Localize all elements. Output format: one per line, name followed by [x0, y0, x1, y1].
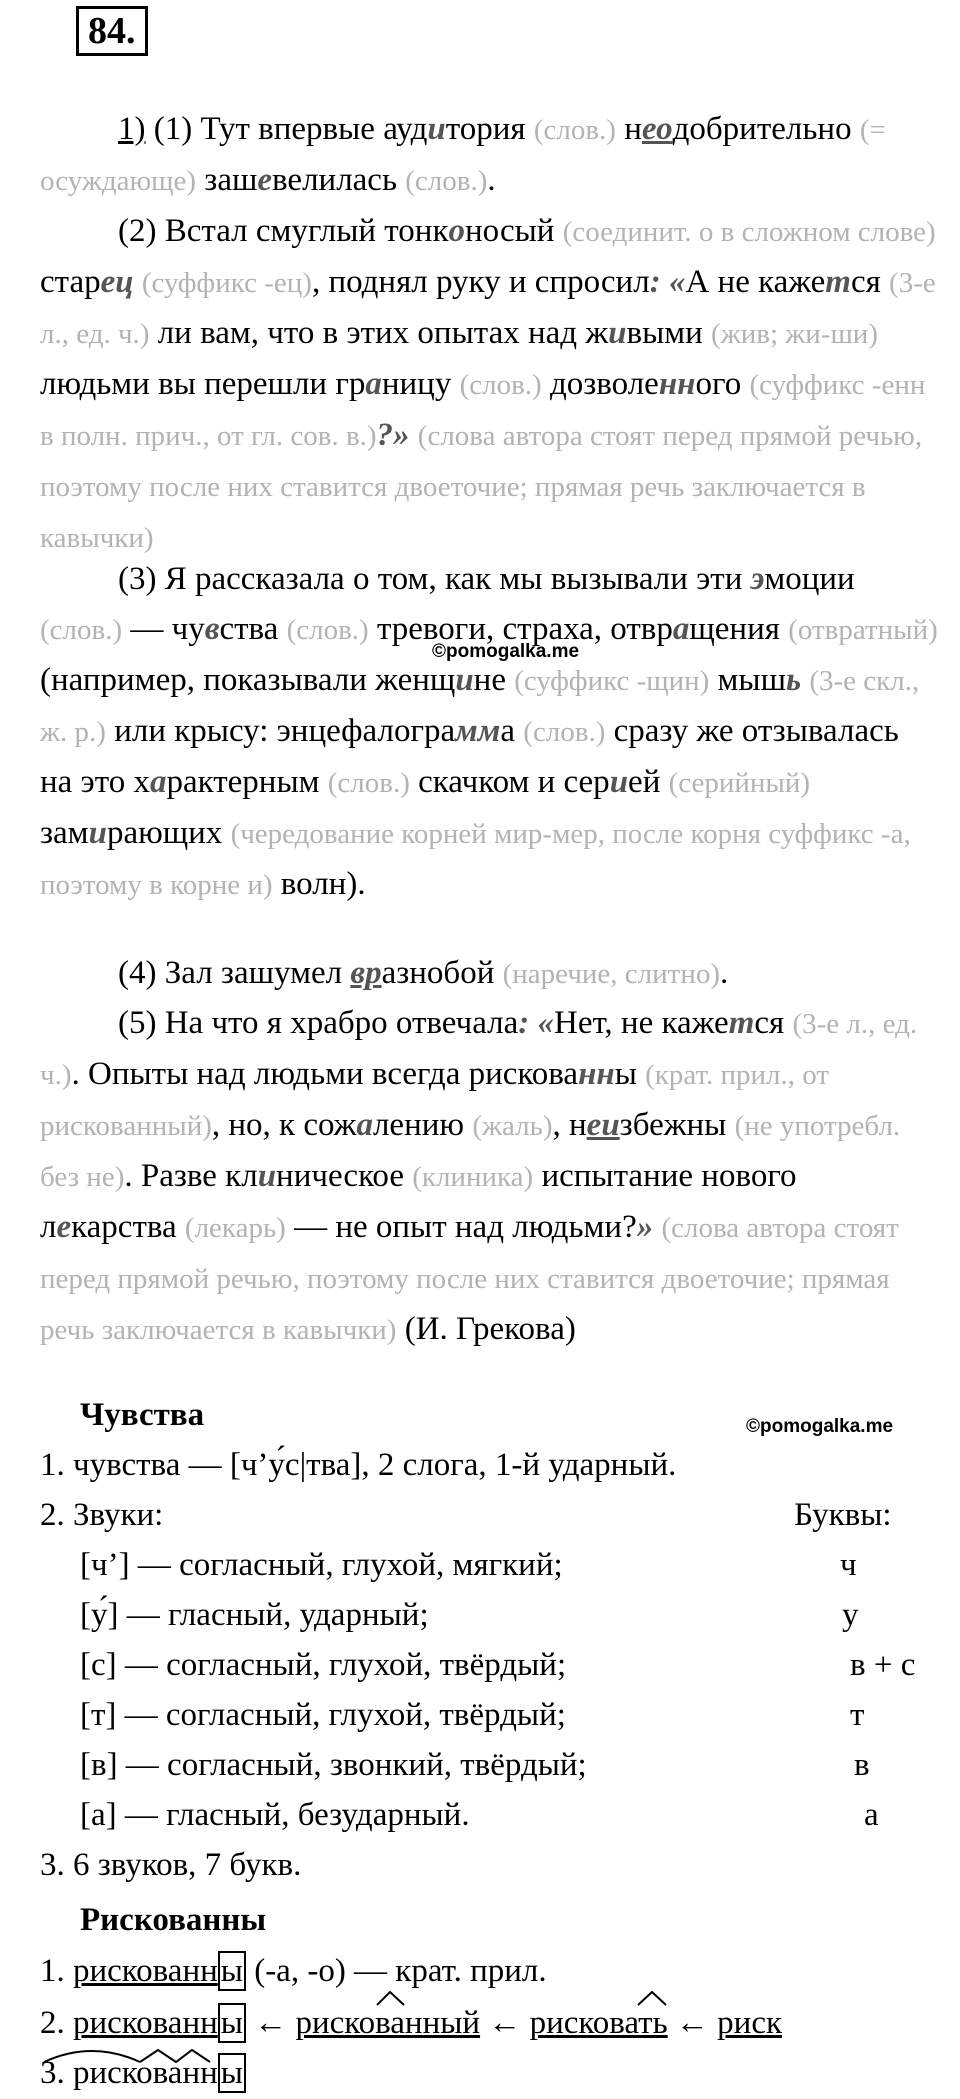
word-base: рискованн	[73, 1953, 218, 1989]
letter-cell: т	[850, 1697, 865, 1733]
hint: (слова автора стоят перед прямой речью, поэтому после них ставится двоеточие; прямая речь заключается в кавычки)	[40, 1212, 899, 1346]
morph-line-1: 1. рискованны (-а, -о) — крат. прил.	[40, 1953, 547, 1989]
sound-row: [у́] — гласный, ударный;	[80, 1597, 429, 1633]
word-base: рискованн	[73, 2005, 218, 2041]
hint: (3-е л., ед. ч.)	[40, 267, 936, 350]
hint: (жив; жи-ши)	[711, 318, 878, 350]
hint: (слов.)	[523, 716, 606, 748]
heading-riskovanny: Рискованны	[80, 1902, 267, 1938]
hint: (3-е скл., ж. р.)	[40, 665, 920, 748]
suffix-mark	[140, 2050, 210, 2062]
letter-cell: у	[842, 1597, 859, 1633]
morph-line-2: 2. рискованны ← рискованный ← рисковать ← риск	[40, 2005, 782, 2041]
hint: (слов.)	[533, 114, 616, 146]
letters-label: Буквы:	[794, 1497, 892, 1533]
sound-row: [ч’] — согласный, глухой, мягкий;	[80, 1547, 563, 1583]
sentence-5: (5) На что я храбро отвечала: «Нет, не кажется (3-е л., ед. ч.). Опыты над людьми всегда рискованны (крат. прил., от рискованный), но, к сожалению (жаль), неизбежны (не употребл. без не). Разве клиническое (клиника) испытание нового лекарства (лекарь) — не опыт над людьми?» (слова автора стоят перед прямой речью, поэтому после них ставится двоеточие; прямая речь заключается в кавычки) (И. Грекова)	[40, 1005, 918, 1347]
suffix-mark	[638, 1992, 666, 2005]
hint: (не употребл. без не)	[40, 1110, 901, 1193]
hint: (суффикс -щин)	[514, 665, 710, 697]
sentence-3: (3) Я рассказала о том, как мы вызывали эти эмоции (слов.) — чувства (слов.) тревоги, страха, отвращения (отвратный) (например, показывали женщине (суффикс -щин) мышь (3-е скл., ж. р.) или крысу: энцефалограмма (слов.) сразу же отзывалась на это характерным (слов.) скачком и серией (серийный) замирающих (чередование корней мир-мер, после корня суффикс -а, поэтому в корне и) волн).	[40, 561, 938, 902]
hint: (лекарь)	[184, 1212, 286, 1244]
letter-cell: ч	[840, 1547, 857, 1583]
hint: (чередование корней мир-мер, после корня суффикс -а, поэтому в корне и)	[40, 818, 911, 901]
morph-line-3: 3. рискованны	[40, 2048, 246, 2098]
hint: (3-е л., ед. ч.)	[40, 1008, 918, 1091]
hint: (суффикс -ец)	[141, 267, 312, 299]
sentence-2: (2) Встал смуглый тонконосый (соединит. о в сложном слове) старец (суффикс -ец), поднял руку и спросил: «А не кажется (3-е л., ед. ч.) ли вам, что в этих опытах над живыми (жив; жи-ши) людьми вы перешли границу (слов.) дозволенного (суффикс -енн в полн. прич., от гл. сов. в.)?» (слова автора стоят перед прямой речью, поэтому после них ставится двоеточие; прямая речь заключается в кавычки)	[40, 213, 936, 554]
point-marker: 1)	[118, 111, 146, 147]
hint: (соединит. о в сложном слове)	[562, 216, 936, 248]
sound-row: [а] — гласный, безударный.	[80, 1797, 470, 1833]
hint: (слов.)	[405, 165, 488, 197]
word-ending: ы	[218, 2003, 246, 2043]
letter-cell: в + с	[850, 1647, 916, 1683]
hint: (слова автора стоят перед прямой речью, поэтому после них ставится двоеточие; прямая речь заключается в кавычки)	[40, 420, 923, 554]
hint: (клиника)	[412, 1161, 534, 1193]
hint: (отвратный)	[788, 614, 938, 646]
suffix-mark	[377, 1992, 404, 2005]
derivation-word: риск	[717, 2005, 782, 2041]
sentence-4: (4) Зал зашумел вразнобой (наречие, слитно).	[118, 955, 729, 991]
hint: (суффикс -енн в полн. прич., от гл. сов. в.)	[40, 369, 926, 452]
hint: (наречие, слитно)	[502, 958, 721, 990]
watermark: ©pomogalka.me	[746, 1416, 894, 1437]
phonetic-transcription: 1. чувства — [ч’у́с|тва], 2 слога, 1-й ударный.	[40, 1447, 677, 1483]
hint: (слов.)	[286, 614, 369, 646]
sounds-label: 2. Звуки:	[40, 1497, 164, 1533]
task-number: 84.	[76, 6, 148, 56]
letter-cell: в	[854, 1747, 870, 1783]
derivation-word: рискованный	[295, 2005, 481, 2041]
hint: (= осуждающе)	[40, 114, 886, 197]
derivation-word: рисковать	[529, 2005, 668, 2041]
word-parts: рискованн	[73, 2055, 218, 2091]
hint: (жаль)	[472, 1110, 553, 1142]
word-ending: ы	[218, 1951, 246, 1991]
root-arc	[44, 2051, 140, 2062]
watermark: ©pomogalka.me	[432, 641, 580, 662]
sound-row: [т] — согласный, глухой, твёрдый;	[80, 1697, 566, 1733]
hint: (слов.)	[459, 369, 542, 401]
sound-summary: 3. 6 звуков, 7 букв.	[40, 1847, 302, 1883]
sound-row: [в] — согласный, звонкий, твёрдый;	[80, 1747, 587, 1783]
heading-chuvstva: Чувства	[80, 1397, 205, 1433]
hint: (крат. прил., от рискованный)	[40, 1059, 830, 1142]
sentence-1: 1) (1) Тут впервые аудитория (слов.) неодобрительно (= осуждающе) зашевелилась (слов.).	[40, 111, 886, 198]
hint: (слов.)	[40, 614, 123, 646]
letter-cell: а	[864, 1797, 879, 1833]
hint: (серийный)	[668, 767, 811, 799]
word-ending: ы	[218, 2053, 246, 2093]
hint: (слов.)	[327, 767, 410, 799]
sound-row: [с] — согласный, глухой, твёрдый;	[80, 1647, 567, 1683]
